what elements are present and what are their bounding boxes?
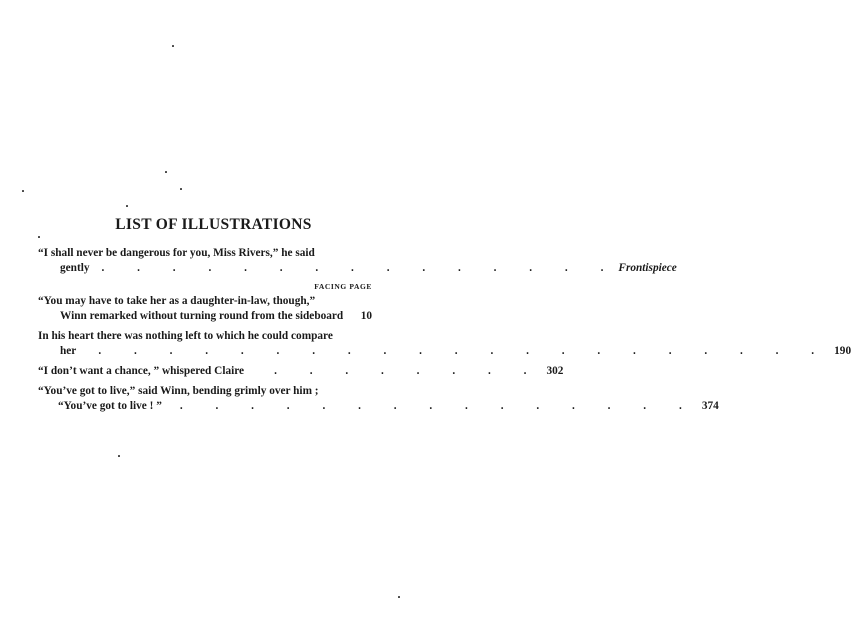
entry-line [38,261,677,276]
paper-speck [126,205,128,207]
entry-line [38,294,372,309]
entry-line [38,384,372,399]
entry-text: “You’ve got to live,” said Winn, bending grimly over him ; [38,385,319,397]
page-number: 374 [701,400,719,412]
paper-speck [118,455,120,457]
illustration-entry [38,384,719,414]
entry-text: Winn remarked without turning round from the sideboard [60,310,344,322]
illustration-entry [38,329,851,359]
paper-speck [172,45,174,47]
paper-speck [180,188,182,190]
paper-speck [398,596,400,598]
entry-text: gently [60,262,90,274]
page-number: 302 [546,365,564,377]
entry-line [38,246,372,261]
entry-text: In his heart there was nothing left to which he could compare [38,330,333,342]
illustration-entry [38,294,372,324]
page-number: 190 [834,345,851,357]
page-title: LIST OF ILLUSTRATIONS [115,216,312,233]
illustration-entry [38,364,564,379]
illustration-entry [38,246,677,276]
entry-line [38,329,372,344]
paper-speck [22,190,24,192]
entry-line [38,399,719,414]
entry-line [38,364,564,379]
entry-text: “You may have to take her as a daughter-in-law, though,” [38,295,316,307]
facing-page-label: FACING PAGE [314,282,372,291]
page-number: 10 [360,310,372,322]
dot-leader: . . . . . . . . . . . . . . . . . . . . . [98,345,830,357]
dot-leader: . . . . . . . . . . . . . . . [101,262,619,274]
page-number: Frontispiece [618,262,677,274]
dot-leader: . . . . . . . . . . . . . . . [179,400,697,412]
entry-text: “I don’t want a chance, ” whispered Claire [38,365,245,377]
entry-text: “You’ve got to live ! ” [58,400,162,412]
entry-line [38,344,851,359]
entry-text: “I shall never be dangerous for you, Miss Rivers,” he said [38,247,315,259]
paper-speck [165,171,167,173]
paper-speck [38,236,40,238]
entry-line [38,309,372,324]
illustration-list [38,246,851,419]
entry-text: her [60,345,77,357]
dot-leader: . . . . . . . . [274,365,542,377]
